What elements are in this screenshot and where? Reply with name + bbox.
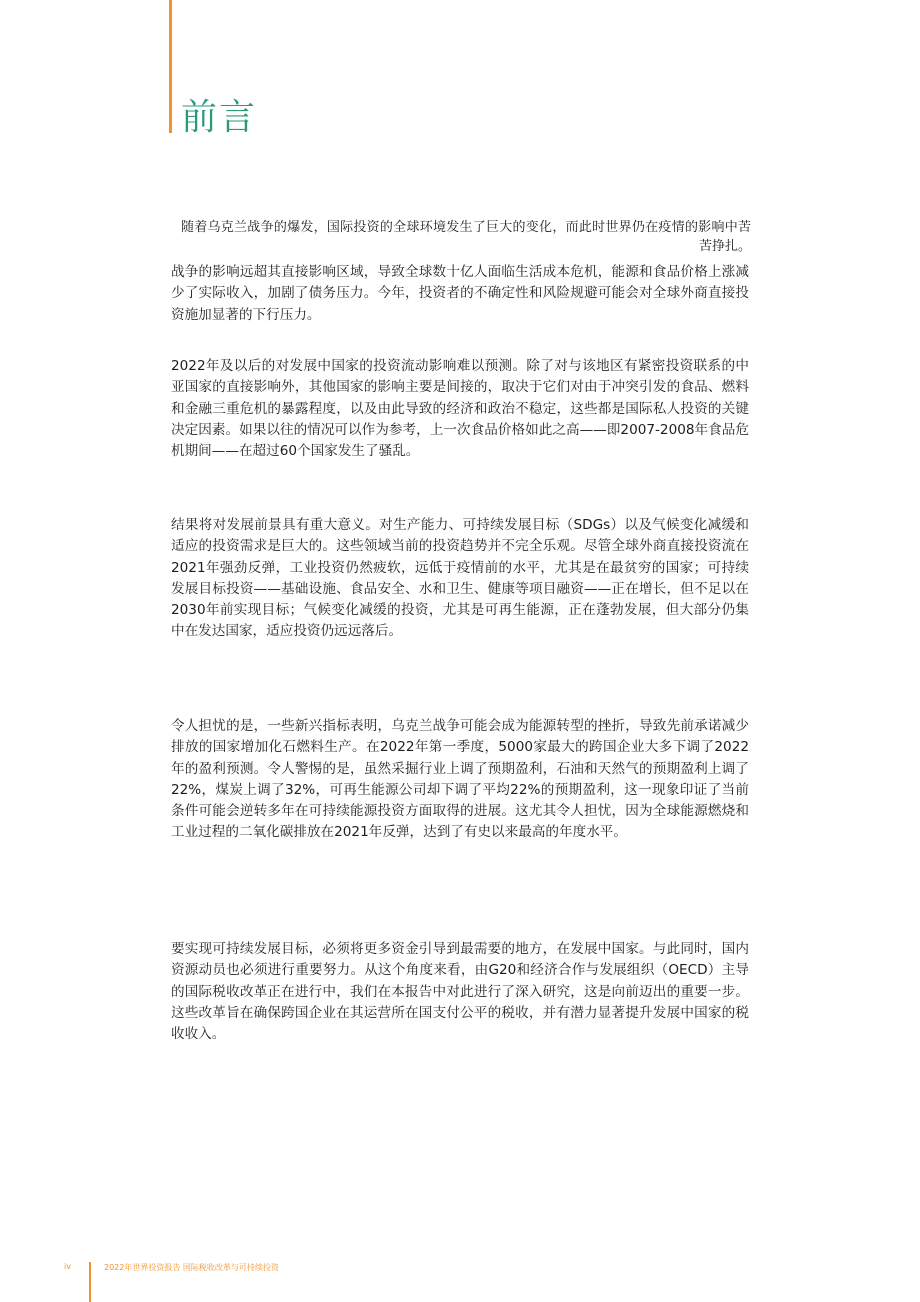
body-paragraph-3: 结果将对发展前景具有重大意义。对生产能力、可持续发展目标（SDGs）以及气候变化减缓和适应的投资需求是巨大的。这些领域当前的投资趋势并不完全乐观。尽管全球外商直接投资流在2021年强劲反弹，工业投资仍然疲软，远低于疫情前的水平，尤其是在最贫穷的国家；可持续发展目标投资——基础设施、食品安全、水和卫生、健康等项目融资——正在增长，但不足以在2030年前实现目标；气候变化减缓的投资，尤其是可再生能源，正在蓬勃发展，但大部分仍集中在发达国家，适应投资仍远远落后。 bbox=[171, 517, 749, 640]
title-accent-bar bbox=[169, 0, 172, 133]
body-paragraph-2: 2022年及以后的对发展中国家的投资流动影响难以预测。除了对与该地区有紧密投资联系的中亚国家的直接影响外，其他国家的影响主要是间接的，取决于它们对由于冲突引发的食品、燃料和金融三重危机的暴露程度，以及由此导致的经济和政治不稳定，这些都是国际私人投资的关键决定因素。如果以往的情况可以作为参考，上一次食品价格如此之高——即2007-2008年食品危机期间——在超过60个国家发生了骚乱。 bbox=[171, 358, 749, 460]
body-paragraph-1: 战争的影响远超其直接影响区域，导致全球数十亿人面临生活成本危机，能源和食品价格上涨减少了实际收入，加剧了债务压力。今年，投资者的不确定性和风险规避可能会对全球外商直接投资施加显著的下行压力。 bbox=[171, 264, 749, 323]
footer-report-title: 2022年世界投资报告 国际税收改革与可持续投资 bbox=[104, 1263, 279, 1272]
body-paragraph-4: 令人担忧的是，一些新兴指标表明，乌克兰战争可能会成为能源转型的挫折，导致先前承诺减少排放的国家增加化石燃料生产。在2022年第一季度，5000家最大的跨国企业大多下调了2022年的盈利预测。令人警惕的是，虽然采掘行业上调了预期盈利，石油和天然气的预期盈利上调了22%，煤炭上调了32%，可再生能源公司却下调了平均22%的预期盈利，这一现象印证了当前条件可能会逆转多年在可持续能源投资方面取得的进展。这尤其令人担忧，因为全球能源燃烧和工业过程的二氧化碳排放在2021年反弹，达到了有史以来最高的年度水平。 bbox=[171, 718, 749, 841]
page-number: iv bbox=[64, 1262, 71, 1271]
footer-divider bbox=[89, 1262, 91, 1302]
page-title: 前言 bbox=[181, 97, 258, 138]
body-paragraph-5: 要实现可持续发展目标，必须将更多资金引导到最需要的地方，在发展中国家。与此同时，国内资源动员也必须进行重要努力。从这个角度来看，由G20和经济合作与发展组织（OECD）主导的国际税收改革正在进行中，我们在本报告中对此进行了深入研究，这是向前迈出的重要一步。这些改革旨在确保跨国企业在其运营所在国支付公平的税收，并有潜力显著提升发展中国家的税收收入。 bbox=[171, 941, 749, 1043]
intro-paragraph: 随着乌克兰战争的爆发，国际投资的全球环境发生了巨大的变化，而此时世界仍在疫情的影响中苦苦挣扎。 bbox=[181, 220, 751, 254]
